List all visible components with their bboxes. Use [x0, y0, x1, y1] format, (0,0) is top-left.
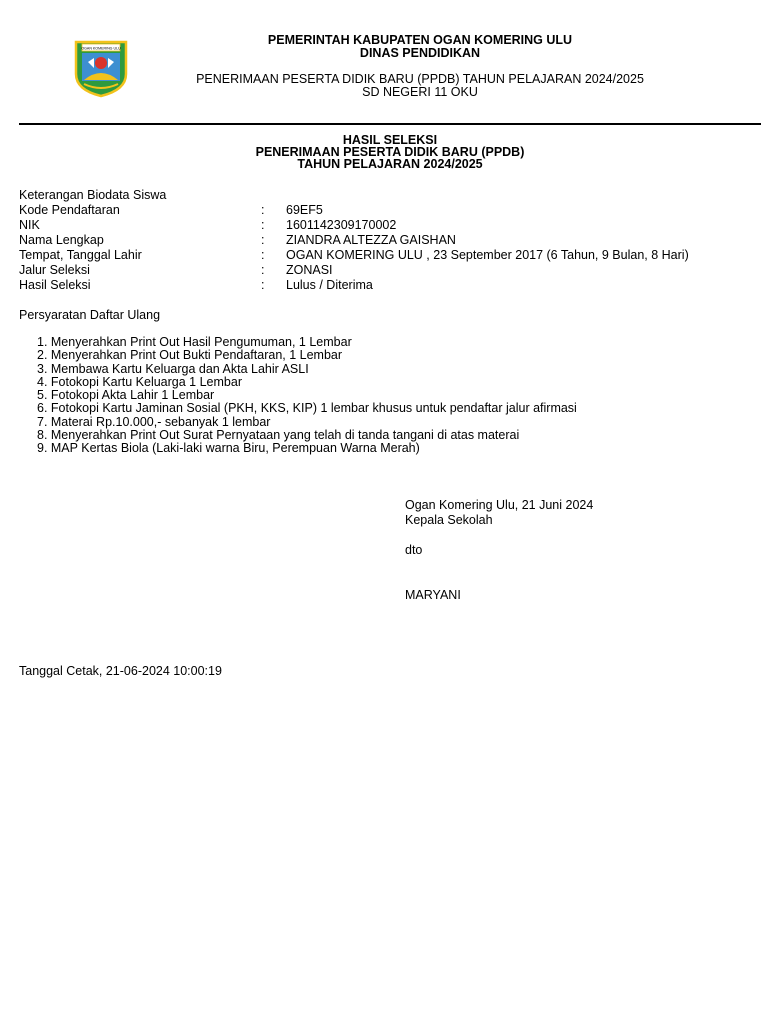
biodata-heading: Keterangan Biodata Siswa — [19, 188, 167, 202]
list-item: 4. Fotokopi Kartu Keluarga 1 Lembar — [37, 374, 242, 389]
regency-emblem-logo — [72, 36, 130, 98]
letterhead — [140, 34, 700, 60]
list-item: 5. Fotokopi Akta Lahir 1 Lembar — [37, 388, 215, 403]
title-line-2: PENERIMAAN PESERTA DIDIK BARU (PPDB) — [255, 145, 525, 159]
list-item: 6. Fotokopi Kartu Jaminan Sosial (PKH, KKS, KIP) 1 lembar khusus untuk pendaftar jalur afirmasi — [37, 401, 577, 416]
document-title — [140, 134, 640, 170]
requirements-list — [37, 336, 577, 456]
signature-dto: dto — [405, 543, 423, 557]
department-name: DINAS PENDIDIKAN — [359, 46, 481, 60]
government-name: PEMERINTAH KABUPATEN OGAN KOMERING ULU — [267, 33, 573, 47]
title-line-1: HASIL SELEKSI — [342, 133, 438, 147]
list-item: 2. Menyerahkan Print Out Bukti Pendaftaran, 1 Lembar — [37, 348, 343, 363]
biodata-value: 69EF5 — [286, 203, 323, 217]
biodata-label: Hasil Seleksi — [19, 278, 91, 292]
biodata-label: NIK — [19, 218, 40, 232]
list-item: 3. Membawa Kartu Keluarga dan Akta Lahir ASLI — [37, 361, 309, 376]
biodata-label: Kode Pendaftaran — [19, 203, 120, 217]
biodata-value: 1601142309170002 — [286, 218, 397, 232]
signatory-name: MARYANI — [405, 588, 461, 602]
biodata-value: ZONASI — [286, 263, 333, 277]
program-name: PENERIMAAN PESERTA DIDIK BARU (PPDB) TAHUN PELAJARAN 2024/2025 — [196, 72, 644, 86]
colon: : — [261, 248, 265, 262]
colon: : — [261, 203, 265, 217]
requirements-heading: Persyaratan Daftar Ulang — [19, 308, 161, 322]
biodata-label: Tempat, Tanggal Lahir — [19, 248, 142, 262]
school-name: SD NEGERI 11 OKU — [362, 85, 478, 99]
colon: : — [261, 218, 265, 232]
colon: : — [261, 233, 265, 247]
biodata-value: OGAN KOMERING ULU , 23 September 2017 (6 Tahun, 9 Bulan, 8 Hari) — [286, 248, 689, 262]
colon: : — [261, 263, 265, 277]
list-item: 8. Menyerahkan Print Out Surat Pernyataan yang telah di tanda tangani di atas materai — [37, 428, 520, 443]
title-line-3: TAHUN PELAJARAN 2024/2025 — [297, 157, 483, 171]
list-item: 1. Menyerahkan Print Out Hasil Pengumuman, 1 Lembar — [37, 335, 352, 349]
colon: : — [261, 278, 265, 292]
list-item: 9. MAP Kertas Biola (Laki-laki warna Biru, Perempuan Warna Merah) — [37, 441, 420, 456]
biodata-value: Lulus / Diterima — [286, 278, 373, 292]
biodata-label: Jalur Seleksi — [19, 263, 90, 277]
header-divider — [19, 123, 761, 125]
logo-text: OGAN KOMERING ULU — [81, 46, 121, 51]
letterhead-sub — [140, 73, 700, 99]
biodata-value: ZIANDRA ALTEZZA GAISHAN — [286, 233, 456, 247]
list-item: 7. Materai Rp.10.000,- sebanyak 1 lembar — [37, 414, 271, 429]
signature-position: Kepala Sekolah — [405, 513, 493, 527]
biodata-label: Nama Lengkap — [19, 233, 104, 247]
signature-place-date: Ogan Komering Ulu, 21 Juni 2024 — [405, 498, 594, 512]
print-date: Tanggal Cetak, 21-06-2024 10:00:19 — [19, 664, 222, 678]
